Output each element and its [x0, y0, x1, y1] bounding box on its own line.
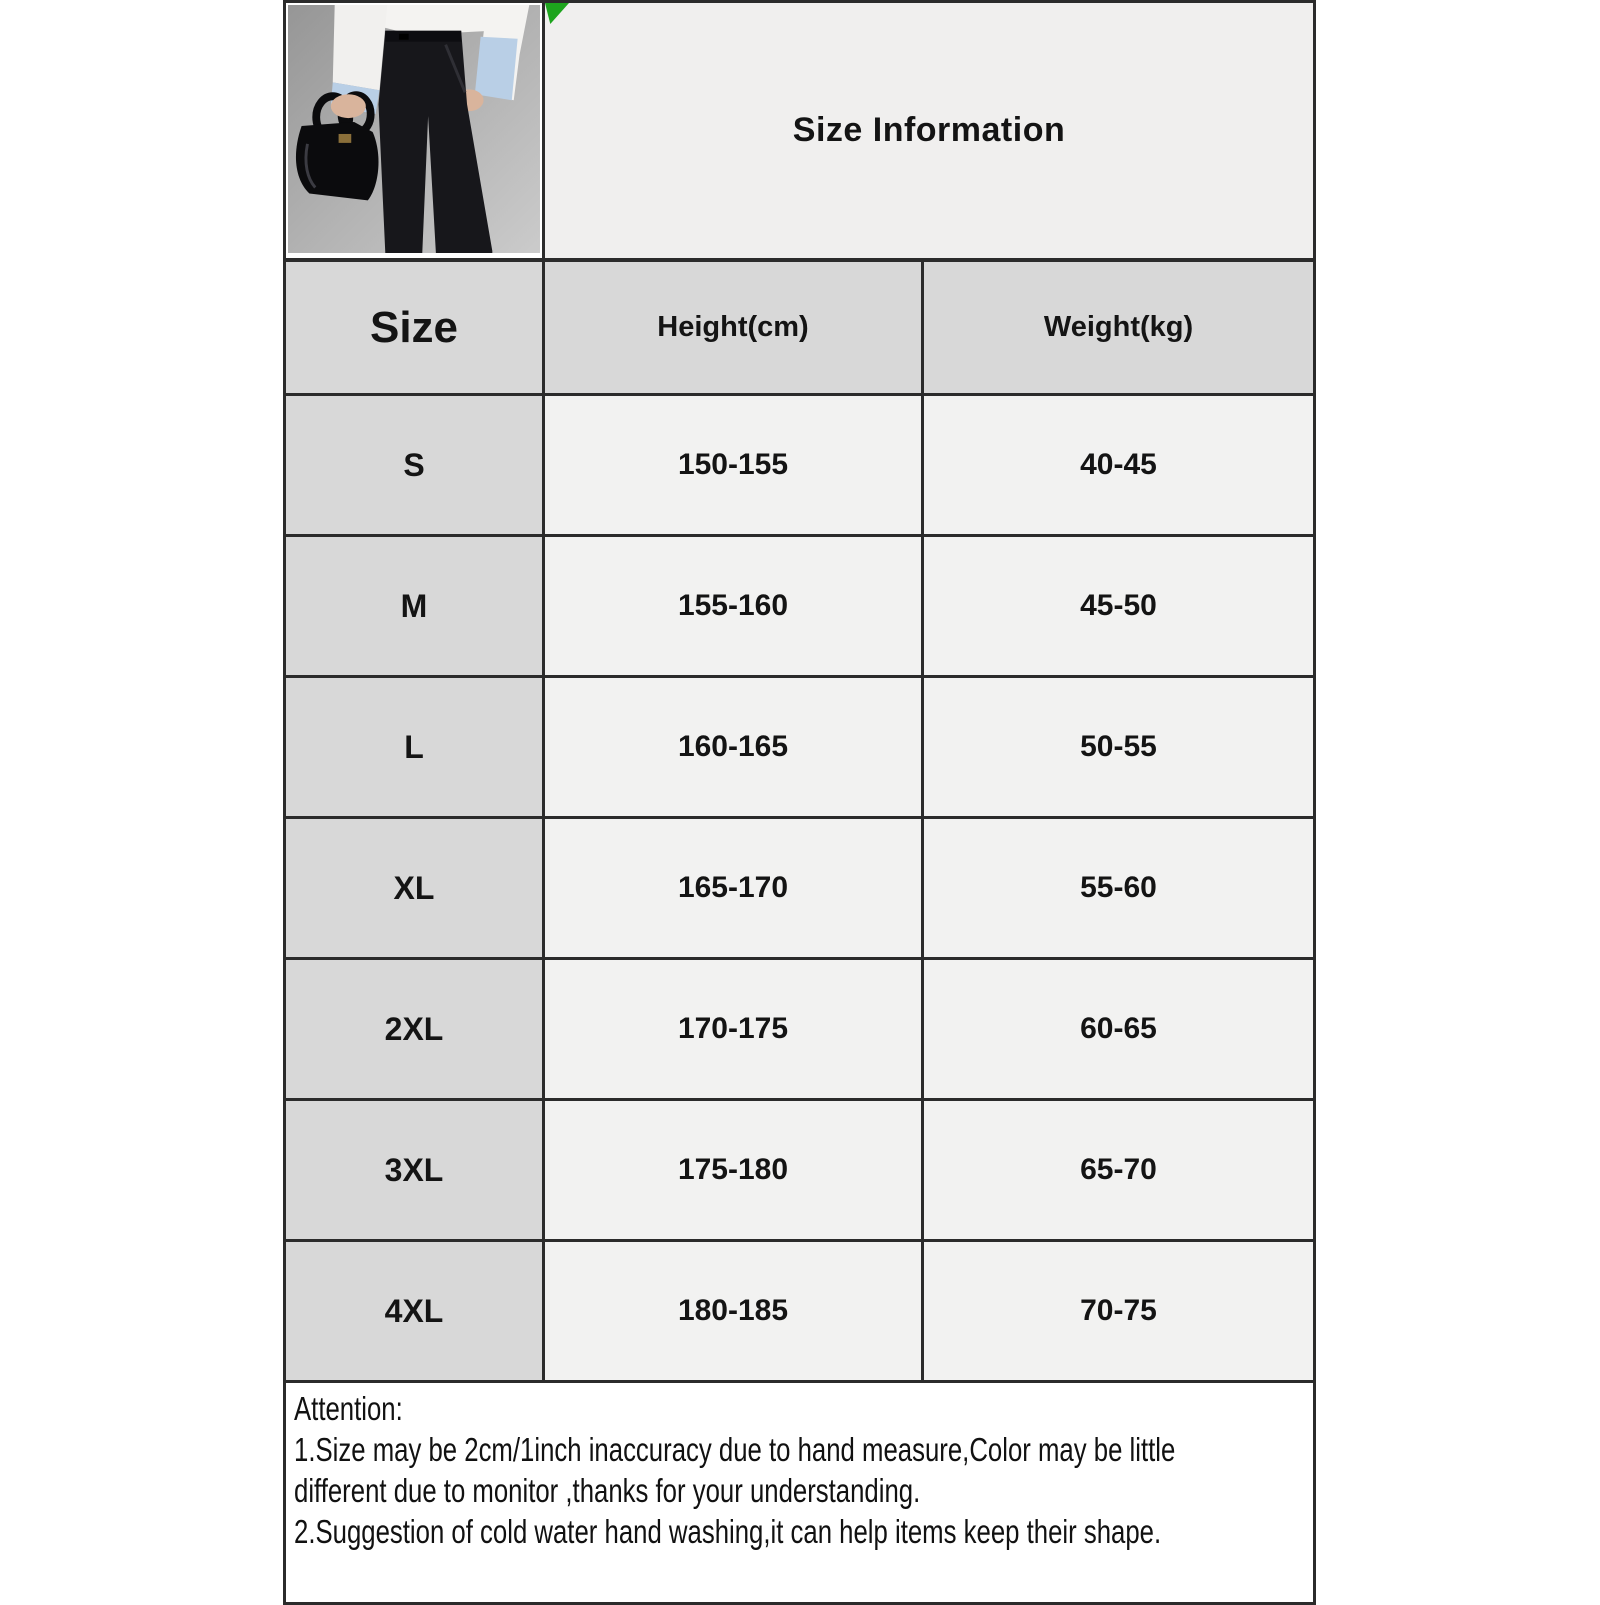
title-cell — [545, 3, 1313, 258]
table-row-3xl — [286, 1101, 1313, 1242]
hand-left — [331, 94, 366, 118]
table-row-m — [286, 537, 1313, 678]
table-row-4xl — [286, 1242, 1313, 1383]
weight-value: 50-55 — [924, 678, 1313, 816]
height-value: 160-165 — [545, 678, 924, 816]
size-label: 3XL — [286, 1101, 545, 1239]
product-photo — [286, 3, 545, 258]
height-value: 180-185 — [545, 1242, 924, 1380]
weight-value: 60-65 — [924, 960, 1313, 1098]
weight-value: 70-75 — [924, 1242, 1313, 1380]
table-header-row — [286, 262, 1313, 396]
attention-line-2: different due to monitor ,thanks for your understanding. — [294, 1472, 921, 1509]
weight-value: 40-45 — [924, 396, 1313, 534]
height-value: 150-155 — [545, 396, 924, 534]
size-chart-sheet — [283, 0, 1316, 1605]
weight-value: 45-50 — [924, 537, 1313, 675]
size-label: XL — [286, 819, 545, 957]
size-label: L — [286, 678, 545, 816]
height-value: 175-180 — [545, 1101, 924, 1239]
attention-heading: Attention: — [294, 1390, 403, 1427]
height-value: 170-175 — [545, 960, 924, 1098]
height-value: 165-170 — [545, 819, 924, 957]
table-row-l — [286, 678, 1313, 819]
product-photo-illustration — [288, 5, 540, 253]
table-row-s — [286, 396, 1313, 537]
column-header-size: Size — [286, 262, 545, 393]
handbag-shape — [296, 122, 379, 200]
attention-line-1: 1.Size may be 2cm/1inch inaccuracy due to hand measure,Color may be little — [294, 1431, 1176, 1468]
size-label: S — [286, 396, 545, 534]
size-label: 2XL — [286, 960, 545, 1098]
size-label: 4XL — [286, 1242, 545, 1380]
attention-line-3: 2.Suggestion of cold water hand washing,it can help items keep their shape. — [294, 1513, 1162, 1550]
table-row-xl — [286, 819, 1313, 960]
page-title: Size Information — [792, 111, 1066, 149]
column-header-weight: Weight(kg) — [924, 262, 1313, 393]
size-label: M — [286, 537, 545, 675]
cell-corner-marker-icon — [545, 3, 569, 24]
column-header-height: Height(cm) — [545, 262, 924, 393]
weight-value: 65-70 — [924, 1101, 1313, 1239]
top-row — [286, 3, 1313, 262]
attention-note — [286, 1383, 1313, 1602]
weight-value: 55-60 — [924, 819, 1313, 957]
table-row-2xl — [286, 960, 1313, 1101]
height-value: 155-160 — [545, 537, 924, 675]
